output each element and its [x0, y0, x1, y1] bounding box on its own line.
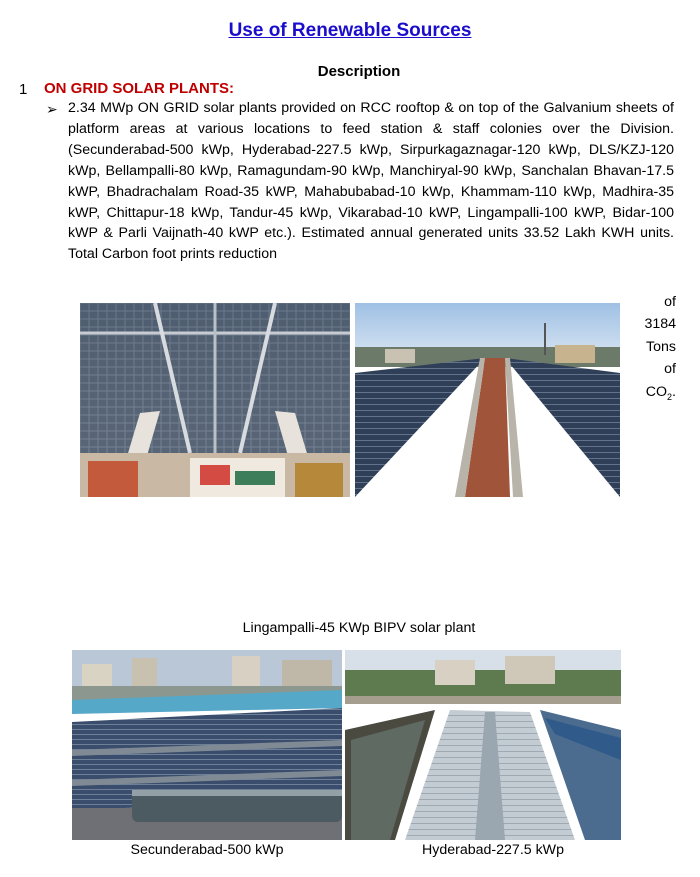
caption-lingampalli: Lingampalli-45 KWp BIPV solar plant — [242, 620, 476, 636]
page-title: Use of Renewable Sources — [228, 20, 472, 41]
section-number: 1 — [19, 81, 28, 98]
tail-word-of-1: of — [664, 294, 676, 310]
co2-text: CO — [645, 384, 668, 400]
bullet-arrow-icon: ➢ — [46, 101, 58, 117]
co2-subscript: 2 — [667, 391, 673, 402]
tail-word-co2 — [620, 384, 676, 402]
photo-rooftop-panels — [355, 303, 620, 497]
tail-word-tons: Tons — [646, 339, 676, 355]
section-heading: ON GRID SOLAR PLANTS: — [44, 80, 234, 97]
caption-hyderabad: Hyderabad-227.5 kWp — [422, 842, 564, 858]
section-paragraph: 2.34 MWp ON GRID solar plants provided on RCC rooftop & on top of the Galvanium sheets of platform areas at various locations to feed station & staff colonies over the Division. (Secunderabad-500 kWp, Hyderabad-227.5 kWp, Sirpurkagaznagar-120 kWp, DLS/KZJ-120 kWp, Bellampalli-80 kWp, Ramagundam-90 kWp, Manchiryal-90 kWp, Sanchalan Bhavan-17.5 kWP, Bhadrachalam Road-35 kWP, Mahabubabad-10 kWp, Khammam-110 kWp, Madhira-35 kWP, Chittapur-18 kWp, Tandur-45 kWp, Vikarabad-10 kWP, Lingampalli-100 kWP, Bidar-100 kWP & Parli Vaijnath-40 kWP etc.). Estimated annual generated units 33.52 Lakh KWH units. Total Carbon foot prints reduction — [68, 100, 674, 263]
tail-word-of-2: of — [664, 361, 676, 377]
photo-lingampalli-canopy — [80, 303, 350, 497]
co2-period: . — [672, 384, 676, 400]
caption-secunderabad: Secunderabad-500 kWp — [130, 842, 284, 858]
photo-secunderabad — [72, 650, 342, 840]
photo-hyderabad — [345, 650, 621, 840]
tail-word-3184: 3184 — [644, 316, 676, 332]
page-subtitle: Description — [317, 63, 401, 80]
